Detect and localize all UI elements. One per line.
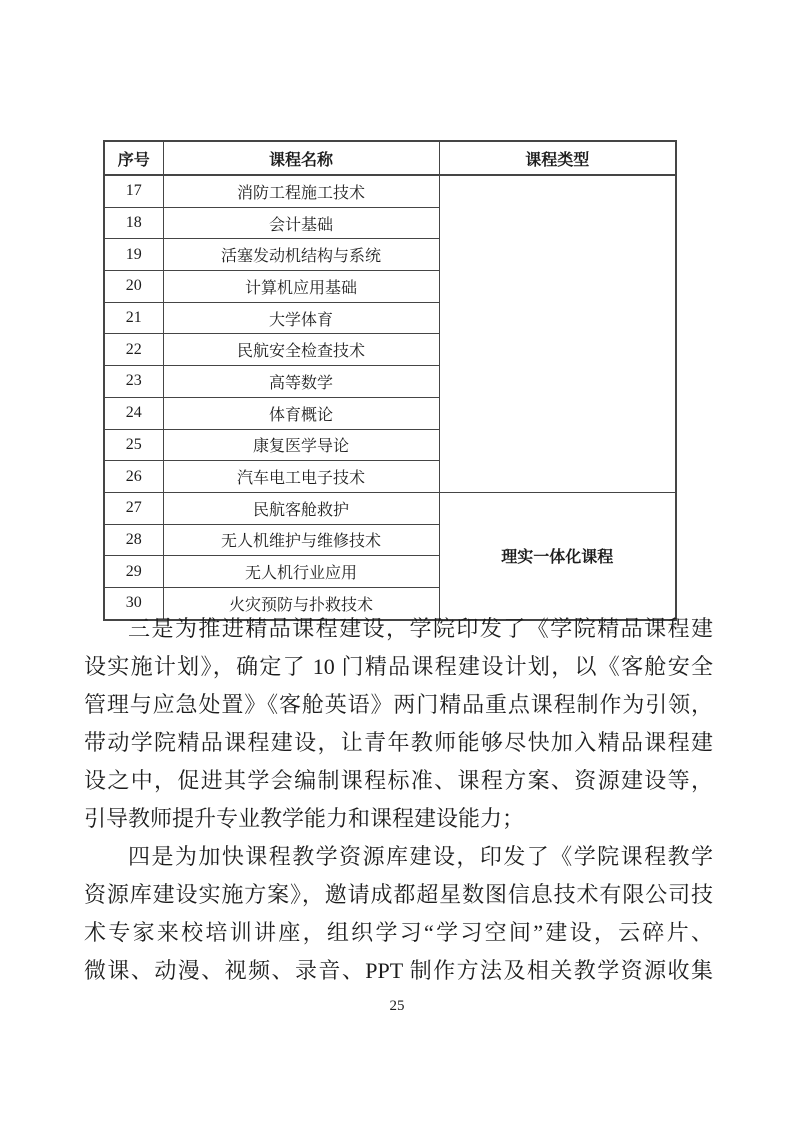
row-number-cell: 18 xyxy=(104,207,163,239)
course-table xyxy=(103,140,677,621)
paragraph-three xyxy=(84,610,713,838)
table-row xyxy=(104,492,676,524)
text-line: 三是为推进精品课程建设，学院印发了《学院精品课程建 xyxy=(128,616,713,641)
row-number-cell: 21 xyxy=(104,302,163,334)
course-name-cell: 体育概论 xyxy=(163,397,439,429)
row-number-cell: 19 xyxy=(104,239,163,271)
text-line: 引导教师提升专业教学能力和课程建设能力； xyxy=(84,806,525,831)
page-number: 25 xyxy=(389,998,405,1014)
text-line: 设实施计划》，确定了 10 门精品课程建设计划，以《客舱安全 xyxy=(84,654,713,679)
course-type-cell: 理实一体化课程 xyxy=(439,492,676,619)
row-number-cell: 24 xyxy=(104,397,163,429)
text-line: 带动学院精品课程建设，让青年教师能够尽快加入精品课程建 xyxy=(84,730,713,755)
text-line: 管理与应急处置》《客舱英语》两门精品重点课程制作为引领， xyxy=(84,692,713,717)
text-line: 术专家来校培训讲座，组织学习“学习空间”建设，云碎片、 xyxy=(84,920,713,945)
row-number-cell: 23 xyxy=(104,366,163,398)
course-name-cell: 会计基础 xyxy=(163,207,439,239)
row-number-cell: 27 xyxy=(104,492,163,524)
course-name-cell: 大学体育 xyxy=(163,302,439,334)
course-name-cell: 火灾预防与扑救技术 xyxy=(163,587,439,619)
course-name-cell: 无人机维护与维修技术 xyxy=(163,524,439,556)
row-number-cell: 20 xyxy=(104,271,163,303)
text-line: 四是为加快课程教学资源库建设，印发了《学院课程教学 xyxy=(128,844,713,869)
row-number-cell: 17 xyxy=(104,175,163,207)
course-name-cell: 无人机行业应用 xyxy=(163,556,439,588)
row-number-cell: 30 xyxy=(104,587,163,619)
table-row xyxy=(104,175,676,207)
course-name-cell: 高等数学 xyxy=(163,366,439,398)
course-name-cell: 康复医学导论 xyxy=(163,429,439,461)
header-cell-number: 序号 xyxy=(104,141,163,175)
course-type-cell-empty xyxy=(439,175,676,492)
course-name-cell: 消防工程施工技术 xyxy=(163,175,439,207)
row-number-cell: 26 xyxy=(104,461,163,493)
course-name-cell: 民航客舱救护 xyxy=(163,492,439,524)
row-number-cell: 25 xyxy=(104,429,163,461)
header-cell-course-name: 课程名称 xyxy=(163,141,439,175)
course-name-cell: 民航安全检查技术 xyxy=(163,334,439,366)
text-line: 资源库建设实施方案》，邀请成都超星数图信息技术有限公司技 xyxy=(84,882,713,907)
course-name-cell: 汽车电工电子技术 xyxy=(163,461,439,493)
table-header-row xyxy=(104,141,676,175)
row-number-cell: 22 xyxy=(104,334,163,366)
row-number-cell: 29 xyxy=(104,556,163,588)
row-number-cell: 28 xyxy=(104,524,163,556)
course-name-cell: 活塞发动机结构与系统 xyxy=(163,239,439,271)
paragraph-four xyxy=(84,838,713,990)
course-name-cell: 计算机应用基础 xyxy=(163,271,439,303)
text-line: 微课、动漫、视频、录音、PPT 制作方法及相关教学资源收集 xyxy=(84,958,713,983)
body-text xyxy=(84,610,713,990)
text-line: 设之中，促进其学会编制课程标准、课程方案、资源建设等， xyxy=(84,768,713,793)
header-cell-course-type: 课程类型 xyxy=(439,141,676,175)
